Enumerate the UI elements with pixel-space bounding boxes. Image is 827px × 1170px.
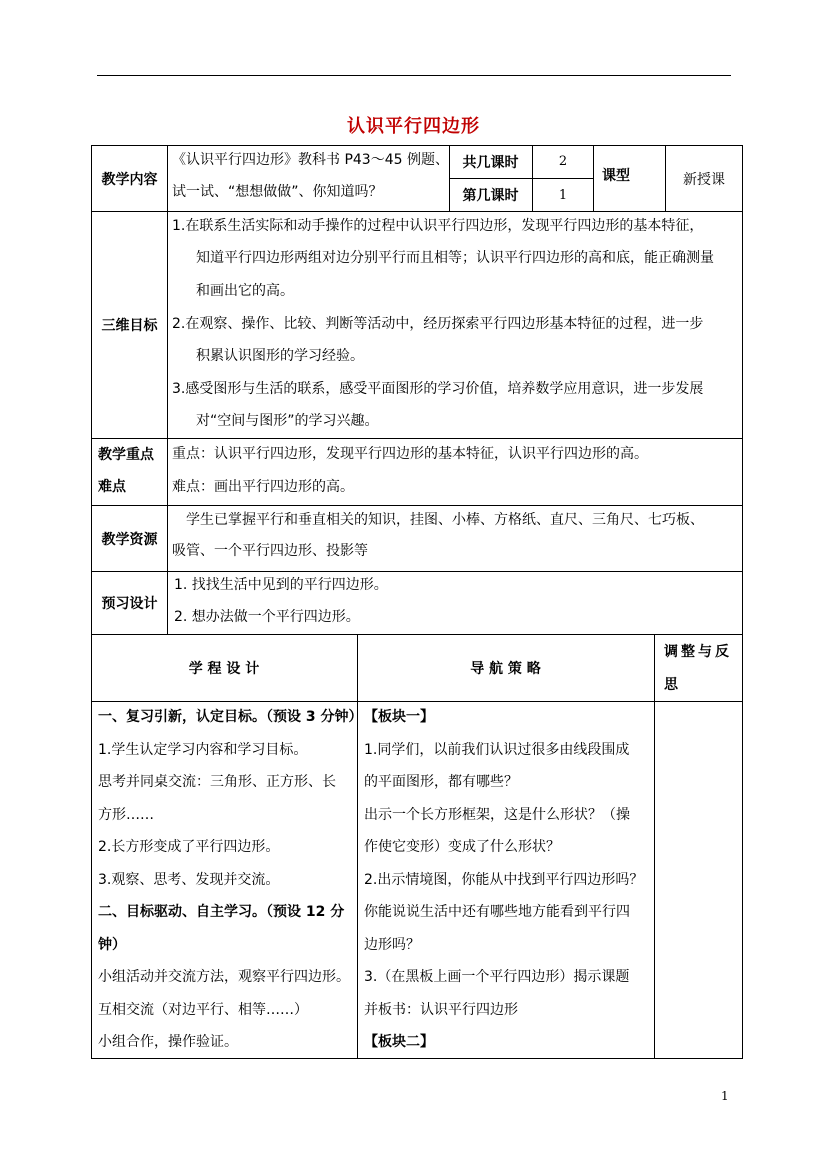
difficult-point-text: 难点：画出平行四边形的高。 — [172, 479, 354, 495]
goal-line: 积累认识图形的学习经验。 — [196, 348, 364, 364]
col1-line: 小组活动并交流方法，观察平行四边形。 — [98, 969, 350, 985]
goal-line: 对“空间与图形”的学习兴趣。 — [196, 413, 379, 429]
goal-line: 1.在联系生活实际和动手操作的过程中认识平行四边形，发现平行四边形的基本特征， — [172, 218, 704, 234]
col1-line: 2.长方形变成了平行四边形。 — [98, 839, 280, 855]
label-difficulty: 难点 — [98, 479, 126, 495]
goal-line: 3.感受图形与生活的联系，感受平面图形的学习价值，培养数学应用意识，进一步发展 — [172, 381, 704, 397]
label-which-hour: 第几课时 — [462, 188, 519, 204]
divider — [167, 438, 168, 506]
col2-line: 1.同学们，以前我们认识过很多由线段围成 — [364, 742, 630, 758]
value-lesson-type: 新授课 — [683, 171, 725, 188]
goal-line: 2.在观察、操作、比较、判断等活动中，经历探索平行四边形基本特征的过程，进一步 — [172, 316, 704, 332]
col1-line: 钟） — [98, 937, 126, 953]
resources-line2: 吸管、一个平行四边形、投影等 — [172, 543, 368, 559]
content-text-line2: 试一试、“想想做做”、你知道吗？ — [172, 184, 383, 200]
col2-line: 出示一个长方形框架，这是什么形状？（操 — [364, 807, 630, 823]
value-total-hours: 2 — [558, 154, 568, 169]
label-goals: 三维目标 — [101, 318, 158, 334]
label-total-hours: 共几课时 — [462, 154, 519, 171]
goal-line: 和画出它的高。 — [196, 283, 294, 299]
resources-line1: 学生已掌握平行和垂直相关的知识，挂图、小棒、方格纸、直尺、三角尺、七巧板、 — [186, 512, 704, 528]
col2-line: 【板块二】 — [364, 1034, 434, 1050]
label-keypoints: 教学重点 — [98, 447, 154, 463]
col1-line: 方形…… — [98, 807, 154, 823]
col2-line: 作使它变形）变成了什么形状？ — [364, 839, 560, 855]
col2-line: 边形吗？ — [364, 937, 420, 953]
header-rule — [97, 75, 731, 76]
content-text-line1: 《认识平行四边形》教科书 P43～45 例题、 — [172, 152, 449, 168]
col2-line: 你能说说生活中还有哪些地方能看到平行四 — [364, 904, 630, 920]
col1-line: 一、复习引新，认定目标。（预设 3 分钟） — [98, 709, 363, 725]
header-adjust-reflect-line1: 调整与反 — [664, 644, 732, 660]
col1-line: 二、目标驱动、自主学习。（预设 12 分 — [98, 904, 345, 920]
preview-item: 2. 想办法做一个平行四边形。 — [174, 609, 360, 625]
label-resources: 教学资源 — [101, 531, 158, 548]
label-lesson-type: 课型 — [602, 168, 630, 184]
col2-line: 并板书：认识平行四边形 — [364, 1002, 518, 1018]
goal-line: 知道平行四边形两组对边分别平行而且相等；认识平行四边形的高和底，能正确测量 — [196, 250, 714, 266]
label-teaching-content: 教学内容 — [101, 171, 158, 188]
page-title: 认识平行四边形 — [347, 116, 480, 137]
header-navigation-strategy: 导 航 策 略 — [470, 661, 541, 677]
col2-line: 2.出示情境图，你能从中找到平行四边形吗？ — [364, 872, 644, 888]
col2-line: 的平面图形，都有哪些？ — [364, 774, 518, 790]
col1-line: 小组合作，操作验证。 — [98, 1034, 238, 1050]
col2-line: 3.（在黑板上画一个平行四边形）揭示课题 — [364, 969, 630, 985]
col2-line: 【板块一】 — [364, 709, 434, 725]
page-number: 1 — [721, 1089, 729, 1103]
value-which-hour: 1 — [558, 187, 568, 203]
header-adjust-reflect-line2: 思 — [664, 677, 678, 693]
preview-item: 1. 找找生活中见到的平行四边形。 — [174, 577, 388, 593]
key-point-text: 重点：认识平行四边形，发现平行四边形的基本特征，认识平行四边形的高。 — [172, 446, 648, 462]
col1-line: 思考并同桌交流：三角形、正方形、长 — [98, 774, 336, 790]
label-preview: 预习设计 — [101, 596, 158, 612]
col1-line: 1.学生认定学习内容和学习目标。 — [98, 742, 308, 758]
col1-line: 3.观察、思考、发现并交流。 — [98, 872, 280, 888]
col1-line: 互相交流（对边平行、相等……） — [98, 1002, 308, 1018]
header-learning-process: 学 程 设 计 — [188, 661, 260, 677]
